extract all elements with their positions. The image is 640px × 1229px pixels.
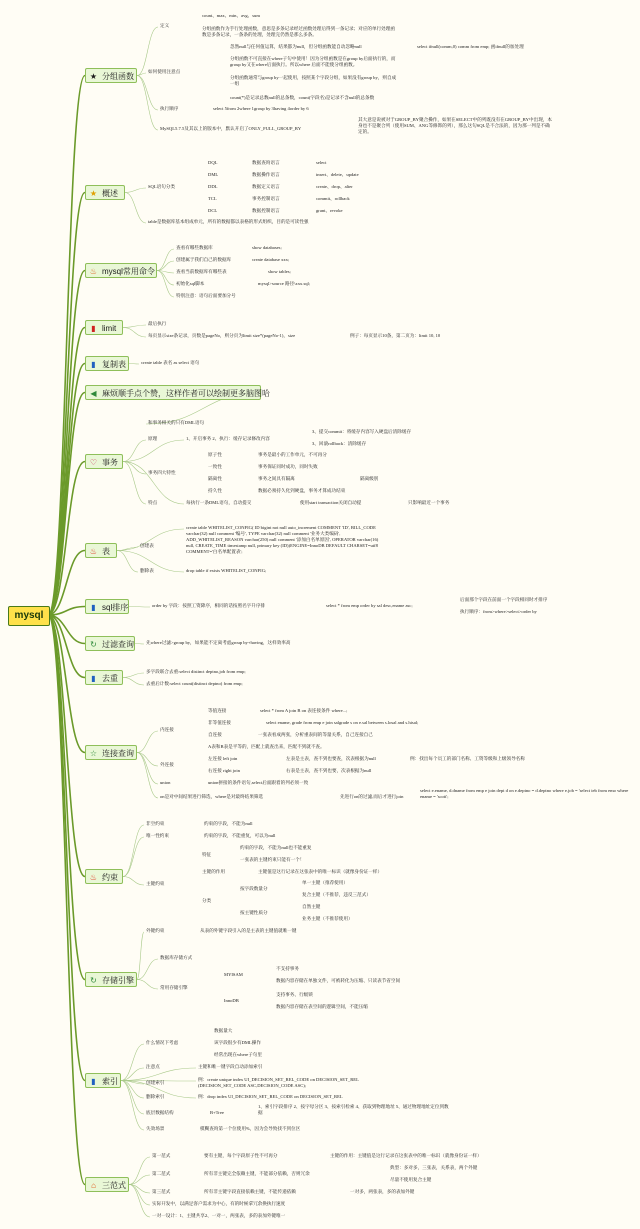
idx-when: 什么情况下考虑 (146, 1040, 179, 1045)
branch-sort[interactable] (85, 599, 129, 614)
connector-line (157, 249, 174, 271)
nf-n1v: 要有主键，每个字段原子性不可再分 (204, 1153, 278, 1158)
nf-n2v: 所有非主键完全依赖主键，不能部分依赖，否则冗余 (204, 1171, 310, 1176)
connector-line (123, 325, 146, 328)
acid-row-desc: 事务是最小的工作单元，不可再分 (258, 452, 327, 457)
filter-v: 先where过滤>group by，如果能不定离考虑group by+having，这样效率高 (146, 640, 291, 645)
con-pk-f1: 约束的字段，不能为null也不能重复 (240, 845, 312, 850)
root-node[interactable]: mysql (8, 606, 50, 626)
connector-line (129, 1185, 150, 1218)
idx-w2: 该字段很少有DML操作 (214, 1040, 261, 1045)
connector-line (123, 825, 144, 877)
table-drop: 删除表 (140, 568, 154, 573)
flag-icon: ▮ (91, 360, 96, 369)
acid-row-name: 持久性 (208, 488, 222, 493)
branch-table-label: 表 (102, 547, 110, 556)
flag-icon: ▮ (91, 324, 96, 333)
join-o1: 左连接 left join (208, 756, 238, 761)
con-pk-class: 分类 (202, 898, 212, 903)
tx-principle: 原理 (148, 436, 158, 441)
branch-index-label: 索引 (102, 1077, 118, 1086)
fire-icon: ♨ (89, 267, 98, 276)
eng-m1: 不支持事务 (276, 966, 299, 971)
connector-line (129, 607, 150, 608)
connector-line (121, 1068, 144, 1081)
connector-line (137, 76, 158, 131)
limit-l2b: 例子：每页显示10条，第二页为：limit 10, 10 (350, 333, 441, 338)
branch-constraint-label: 约束 (102, 873, 118, 882)
nf-n2a: 典型：多对多，三张表，关系表，两个外键 (390, 1165, 478, 1170)
join-o1b: 例：找出每个员工的部门名称、工资等级和上级领导名称 (410, 756, 525, 761)
acid-row-name: 一致性 (208, 464, 222, 469)
connector-line (123, 440, 146, 462)
copy-v: create table 表名 as select 语句 (141, 360, 200, 365)
tx-acid: 事务四大特性 (148, 470, 176, 475)
idx-struct-d: 1、索引字段排序 2、按字母分区 3、按索引检索 4、获取到物理地址 5、通过物理地址定位到数据 (258, 1104, 449, 1115)
idx-note: 注意点 (146, 1064, 160, 1069)
idx-struct: 底层数据结构 (146, 1110, 174, 1115)
con-pk-feat: 特征 (202, 852, 212, 857)
nf-n3: 第三范式 (152, 1189, 171, 1194)
limit-l1: 最后执行 (148, 321, 167, 326)
refresh-icon: ↻ (90, 976, 97, 985)
connector-line (135, 644, 144, 645)
eng-myisam: MYISAM (224, 972, 243, 977)
connector-line (117, 551, 138, 573)
join-i1: 等值连接 (208, 708, 227, 713)
con-pk-use-v: 主键值是这行记录在这张表中的唯一标识（就像身份证一样） (258, 869, 383, 874)
overview-row-name: 数据控制语言 (252, 208, 280, 213)
group-use1: 忽然null与任何值运算，结果都为null，但分组函数能自动忽略null (230, 44, 362, 49)
con-pk-c1: 按字段数量分 (240, 886, 268, 891)
tx-f2: 使用start transaction关闭自动提 (300, 500, 362, 505)
flag-icon: ▮ (91, 603, 96, 612)
star-icon: ☆ (89, 749, 98, 758)
nf-n2: 第二范式 (152, 1171, 171, 1176)
connector-line (123, 678, 144, 686)
acid-row-extra: 隔离级别 (360, 476, 379, 481)
con-pk-c2: 按主键性质分 (240, 910, 268, 915)
overview-row-keywords: select (316, 160, 327, 165)
branch-tx[interactable] (85, 454, 123, 469)
overview-row-name: 数据查询语言 (252, 160, 280, 165)
connector-line (157, 271, 174, 298)
connector-line (137, 753, 158, 785)
tx-p2: 3、提交commit：将缓存内容写入硬盘后清除缓存 (312, 429, 412, 434)
command-row-sql: mysql>source 路径\xxx.sql; (258, 281, 311, 286)
star-icon: ★ (89, 189, 98, 198)
overview-row-name: 数据操作语言 (252, 172, 280, 177)
acid-row-desc: 事务之间具有隔离 (258, 476, 295, 481)
con-uq: 唯一性约束 (146, 833, 169, 838)
command-row-sql: create database xxx; (252, 257, 290, 262)
nf-n2b: 尽量不使用复合主键 (390, 1177, 432, 1182)
con-fk: 外键约束 (146, 928, 165, 933)
con-nn-v: 约束的字段，不能为null (204, 821, 253, 826)
con-pk: 主键约束 (146, 881, 165, 886)
branch-index[interactable] (85, 1073, 121, 1088)
branch-overview[interactable] (85, 185, 125, 200)
branch-limit[interactable] (85, 320, 123, 335)
connector-line (123, 837, 144, 877)
connector-line (129, 364, 139, 365)
connector-line (137, 73, 146, 76)
join-i2: 非等值连接 (208, 720, 231, 725)
branch-join[interactable] (85, 745, 137, 760)
group-order: 执行顺序 (160, 106, 179, 111)
con-uq-v: 约束的字段，不能重复，可以为null (204, 833, 276, 838)
nf-n5: 一对一设计：1、主键共享2、一对一，两张表，多的表加外键唯一 (152, 1213, 286, 1218)
overview-row-name: 数据定义语言 (252, 184, 280, 189)
con-pk-c1a: 单一主键（推荐使用） (302, 880, 348, 885)
acid-row-desc: 数据必须持久化到硬盘，事务才算成功结束 (258, 488, 346, 493)
branch-group[interactable] (85, 68, 137, 83)
idx-w1: 数据量大 (214, 1028, 233, 1033)
command-row-sql: show databases; (252, 245, 282, 250)
group-use: 如何使用注意点 (148, 69, 181, 74)
dedupe-d2: 去重后计数:select count(distinct deptno) from emp; (146, 681, 243, 686)
group-def-v2: 分组函数作为手行处理函数，意思是多条记录经过函数处理后得到一条记录；对应的单行处理函数是多条记录，一条条的处理，处理完仍然是那么多条。 (202, 26, 395, 37)
branch-engine[interactable] (85, 972, 137, 987)
branch-tx-label: 事务 (102, 458, 118, 467)
nf-n3b: 一对多，两张表，多的表加外键 (350, 1189, 415, 1194)
branch-dedupe[interactable] (85, 670, 123, 685)
idx-create: 创建索引 (146, 1080, 165, 1085)
branch-nf-label: 三范式 (102, 1181, 126, 1190)
heart-icon: ♡ (89, 458, 98, 467)
tx-feature: 特点 (148, 500, 158, 505)
connector-line (129, 1157, 150, 1185)
overview-row-keywords: insert、delete、update (316, 172, 359, 177)
join-i3: 自连接 (208, 732, 222, 737)
branch-banner-label: 麻烦顺手点个赞，这样作者可以绘制更多脑图哈 (102, 389, 270, 398)
acid-row-desc: 事务保证同时成功，同时失败 (258, 464, 318, 469)
branch-filter-label: 过滤查询 (102, 640, 134, 649)
join-on-b: 先进行on的过滤,而后才进行join (340, 794, 404, 799)
flag-icon: ▮ (91, 1077, 96, 1086)
group-use1b: select ifnull(comm,0) comm from emp; 函ifnull的加处理 (417, 44, 524, 49)
overview-row-code: TCL (208, 196, 217, 201)
connector-line (129, 1185, 150, 1206)
nf-n4: 实际开发中，以满足客户需求为中心，有的时候拿冗余换执行速度 (152, 1201, 286, 1206)
join-o1v: 左表是主表，查不到也要查，次表根据为null (286, 756, 376, 761)
connector-line (48, 615, 85, 980)
tx-p1: 1、开启事务 2、执行：缓存记录修改内容 (186, 436, 270, 441)
dedupe-d1: 多字段联合去重:select distinct deptno,job from emp; (146, 669, 246, 674)
join-inner: 内连接 (160, 727, 174, 732)
join-i2v: select ename, grade from emp e join salgrade s on e.sal between s.losal and s.hisal; (266, 720, 419, 725)
idx-note-v: 主键和唯一键字段自动添加索引 (198, 1064, 263, 1069)
join-o2: 右连接 right join (208, 768, 240, 773)
branch-group-label: 分组函数 (102, 72, 134, 81)
overview-row-keywords: create、drop、alter (316, 184, 353, 189)
group-order-v: select 5from 2where 1group by 3having 4order by 6 (213, 106, 309, 111)
branch-dedupe-label: 去重 (102, 674, 118, 683)
con-pk-f2: 一张表的主键约束只能有一个！ (240, 857, 305, 862)
nf-n1: 第一范式 (152, 1153, 171, 1158)
flag-icon: ▮ (91, 674, 96, 683)
refresh-icon: ↻ (90, 640, 97, 649)
branch-copy-label: 复制表 (102, 360, 126, 369)
join-on-c: select e.ename, d.dname from emp e join dept d on e.deptno = d.deptno where e.job = 'select ieb from emo where ename = 'scott'; (420, 788, 629, 799)
idx-fail: 失效场景 (146, 1126, 165, 1131)
idx-w3: 经常出现在where子句里 (214, 1052, 262, 1057)
flag-icon: ◀ (90, 389, 97, 398)
group-def: 定义 (160, 23, 170, 28)
branch-overview-label: 概述 (102, 189, 118, 198)
join-i4: A表和B表是平等的，匹配上就查出来，匹配不到就不查。 (208, 744, 325, 749)
branch-limit-label: limit (102, 324, 117, 333)
group-def-v1: count、max、min、avg、sum (202, 13, 260, 18)
table-create-v: create table WHITELIST_CONFIG( ID bigint not null auto_increment COMMENT 'ID', BILL_CODE varchar(32) null comment '编号', TYPE varchar(32) null comment '业务大类编码', ADD_WHITELIST_REASON varchar(250) null comment '添加白名单原因', OPERATOR varchar(16) null, CREATE_TIME timestamp null, primary key (ID))ENGINE=InnoDB DEFAULT CHARSET=utf8 COMMENT='白名单配置表'; (186, 525, 379, 554)
command-row-desc: 查看当前数据库有哪些表 (176, 269, 227, 274)
sort-s2: select * from emp order by sal desc,ename asc; (326, 603, 413, 608)
command-row-desc: 特别注意：语句后面要加分号 (176, 293, 236, 298)
connector-line (121, 1044, 144, 1081)
connector-line (125, 193, 146, 224)
overview-row-keywords: grant、revoke (316, 208, 343, 213)
idx-drop: 删除索引 (146, 1094, 165, 1099)
connector-line (123, 673, 144, 678)
table-create: 创建表 (140, 543, 154, 548)
join-on: on是对中间结果进行筛选，where是对最终结果筛选 (160, 794, 264, 799)
group-use2: 分组函数不可直接在where子句中使用！因为分组函数是在group by后面执行的，而group by又在where后面执行。所以where 后面不能使分组函数。 (230, 56, 396, 67)
overview-row-code: DQL (208, 160, 218, 165)
overview-row-code: DML (208, 172, 219, 177)
con-pk-c2b: 业务主键（不推荐使用） (302, 916, 353, 921)
join-union: union (160, 780, 171, 785)
tx-f1: 每执行一条DML语句，自动提交 (186, 500, 252, 505)
join-outer: 外连接 (160, 762, 174, 767)
eng-n1: 支持事务、行级锁 (276, 992, 313, 997)
nf-n3v: 所有非主键字段直接依赖主键，不能传递依赖 (204, 1189, 296, 1194)
home-icon: ⌂ (91, 1181, 96, 1190)
eng-innodb: InnoDB (224, 998, 239, 1003)
connector-line (48, 615, 85, 1185)
connector-line (129, 1175, 150, 1185)
table-drop-v: drop table if exists WHITELIST_CONFIG; (186, 568, 267, 573)
connector-line (123, 877, 144, 886)
overview-sql-class: SQL语句分类 (148, 184, 176, 189)
connector-line (48, 193, 85, 616)
command-row-desc: 查看有哪些数据库 (176, 245, 213, 250)
connector-line (121, 1081, 144, 1099)
con-fk-v: 从表的外键字段引入的是主表的主键值就唯一键 (200, 928, 297, 933)
overview-row-code: DCL (208, 208, 218, 213)
con-nn: 非空约束 (146, 821, 165, 826)
overview-row-code: DDL (208, 184, 218, 189)
eng-m2: 数据内容存储在单独文件，可被转化为压缩、只读表节省空间 (276, 978, 401, 983)
branch-constraint[interactable] (85, 869, 123, 884)
connector-line (125, 188, 146, 193)
branch-table[interactable] (85, 543, 117, 558)
star-icon: ★ (89, 72, 98, 81)
join-union-v: union拼接的条件语句,select后面跟着的列必须一致 (208, 780, 309, 785)
connector-line (123, 328, 146, 338)
eng-n2: 数据内容存储在表空间的逻辑空间，不能压缩 (276, 1004, 368, 1009)
sort-s3: 后面那个字段在前面一个字段相同时才排序 (460, 597, 548, 602)
connector-line (117, 547, 138, 551)
sort-s1: order by 字段：按照工资降序，相同的话按照名字升序排 (152, 603, 266, 608)
branch-commands[interactable] (85, 263, 157, 278)
con-pk-c2a: 自然主键 (302, 904, 321, 909)
connector-line (123, 440, 184, 462)
connector-line (137, 980, 158, 990)
overview-row-keywords: commit、rollback (316, 196, 350, 201)
group-mysql57: MySQL5.7.5及其以上的版本中，默认开启了ONLY_FULL_GROUP_BY (160, 126, 302, 131)
join-i3v: 一张表看成两张，分析重表间的等量关系，自己连接自己 (258, 732, 373, 737)
connector-line (137, 76, 158, 111)
sort-s4: 执行顺序：from>where>select>order by (460, 609, 537, 614)
branch-sort-label: sql排序 (102, 603, 129, 612)
command-row-desc: 创建属于我们自己的数据库 (176, 257, 232, 262)
branch-join-label: 连接查询 (102, 749, 134, 758)
acid-row-name: 隔离性 (208, 476, 222, 481)
branch-copy[interactable] (85, 356, 129, 371)
con-pk-use: 主键的作用 (202, 869, 225, 874)
fire-icon: ♨ (89, 873, 98, 882)
group-mysql57-v: 其大意是说被对于GROUP_BY聚合操作，如果在SELECT中的列既没有在GROUP_BY中出现，本身也不是聚合列（使用SUM、ANG等修饰的列），那么这句SQL是不合法的，因为那一列是不确定的。 (358, 117, 552, 134)
con-pk-c1b: 复合主键（不推荐，违反三范式） (302, 892, 371, 897)
overview-table-note: table是数据库基本组成单元，所有的数据都以表格的形式组织，目的是可读性强 (148, 219, 309, 224)
idx-struct-v: B+Tree (210, 1110, 224, 1115)
limit-l2: 每页显示size条记录，页数是pageNo，则分页为limit size*(pageNo-1)，size (148, 333, 296, 338)
fire-icon: ♨ (89, 547, 98, 556)
group-use4: count(*)是记录总数null的总条数，count(字段名)是记录不含null的总条数 (230, 95, 375, 100)
branch-nf[interactable] (85, 1177, 129, 1192)
idx-fail-v: 模糊查询第一个位使用%，因为会导致找不到位区 (200, 1126, 301, 1131)
join-i1v: select * from A join B on 表连接条件 where...; (260, 708, 348, 713)
command-row-desc: 初始化sql脚本 (176, 281, 205, 286)
tx-t1: 和事务相关的只有DML语句 (148, 420, 205, 425)
group-use3: 分组函数通常与group by一起使用，按照某个字段分组，如果没有group by，则自成一组 (230, 75, 397, 86)
join-o2v: 右表是主表，查不到也要，次表根据为null (286, 768, 372, 773)
tx-f3: 只影响最近一个事务 (408, 500, 450, 505)
acid-row-name: 原子性 (208, 452, 222, 457)
connector-line (137, 731, 158, 753)
eng-e2: 常用存储引擎 (160, 985, 188, 990)
branch-filter[interactable] (85, 636, 135, 651)
branch-engine-label: 存储引擎 (102, 976, 134, 985)
branch-commands-label: mysql常用命令 (102, 267, 155, 276)
connector-line (137, 932, 144, 980)
eng-e1: 数据库存储方式 (160, 955, 193, 960)
tx-p3: 3、回滚rollback：清除缓存 (312, 441, 367, 446)
branch-banner[interactable] (85, 385, 270, 400)
connector-line (123, 462, 184, 505)
idx-drop-v: 例：drop index UI_DECISION_SET_REL_CODE on DECISION_SET_REL (198, 1094, 343, 1099)
command-row-sql: show tables; (268, 269, 291, 274)
idx-create-v: 例：create unique index UI_DECISION_SET_REL_CODE on DECISION_SET_REL (DECISION_SET_CODE ASC,DECISION_CODE ASC); (198, 1077, 359, 1088)
nf-n1b: 主键的作用：主键值是这行记录在这张表中的唯一标识（就像身份证一样） (330, 1153, 482, 1158)
overview-row-name: 事务控制语言 (252, 196, 280, 201)
connector-line (157, 261, 174, 271)
connector-line (121, 1081, 144, 1131)
